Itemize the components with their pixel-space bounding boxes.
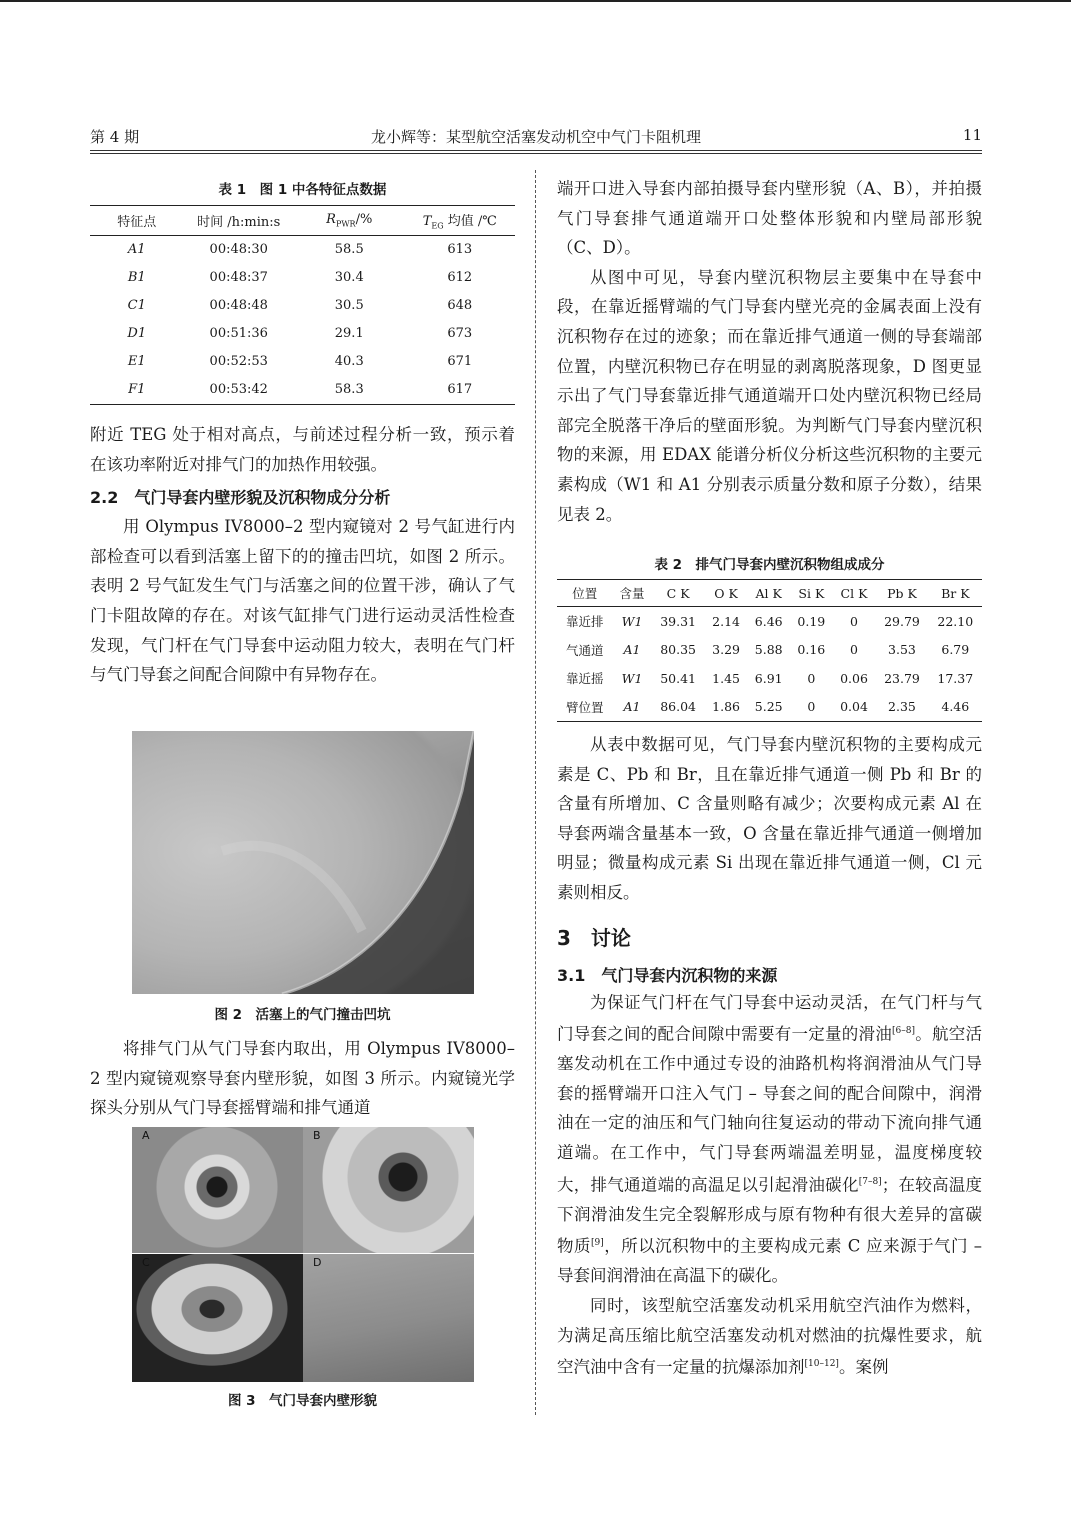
table-2-header: Si K — [790, 580, 833, 607]
citation: [7–8] — [858, 1176, 882, 1187]
table-cell: 00:48:37 — [209, 270, 268, 286]
table-cell: 6.79 — [941, 642, 970, 658]
top-border — [0, 0, 1071, 2]
paragraph: 附近 TEG 处于相对高点，与前述过程分析一致，预示着在该功率附近对排气门的加热作用较强。 — [90, 425, 515, 474]
table-row — [557, 636, 982, 665]
table-2-grid — [557, 579, 982, 722]
figure-2-shading — [132, 731, 474, 994]
figure-3-label: A — [142, 1129, 150, 1142]
text-span: ；在较高温度下润滑油发生完全裂解形成与原有物种有很大差异的富碳物质 — [557, 1175, 983, 1256]
table-2-header: O K — [705, 580, 748, 607]
table-cell: 4.46 — [929, 693, 982, 722]
table-cell: 673 — [447, 326, 473, 342]
table-1 — [90, 178, 515, 405]
table-cell: 6.91 — [754, 670, 783, 686]
table-cell: 648 — [447, 298, 473, 314]
table-cell: 3.53 — [888, 642, 916, 658]
text-span: 同时，该型航空活塞发动机采用航空汽油作为燃料，为满足高压缩比航空活塞发动机对燃油的抗爆性要求，航空汽油中含有一定量的抗爆添加剂 — [557, 1296, 982, 1377]
table-cell: 0 — [850, 642, 858, 658]
text-span: 。案例 — [838, 1357, 889, 1377]
table-1-header: 时间 /h:min:s — [184, 206, 295, 236]
table-cell: 0.16 — [797, 642, 826, 658]
table-cell: A1 — [613, 693, 652, 722]
table-cell: 00:48:48 — [209, 298, 268, 314]
right-text-block — [557, 174, 982, 529]
table-2 — [557, 553, 982, 722]
table-cell: 00:48:30 — [209, 242, 268, 258]
table-cell: 0.04 — [833, 693, 876, 722]
table-row — [557, 693, 982, 722]
table-row — [90, 264, 515, 292]
table-2-header: 含量 — [613, 580, 652, 607]
table-cell: 00:52:53 — [209, 354, 268, 370]
table-cell: 0 — [790, 693, 833, 722]
table-1-header: $T_{EG}$ 均值 /℃ — [405, 206, 516, 236]
table-2-header: Al K — [747, 580, 790, 607]
table-cell: 5.88 — [754, 642, 783, 658]
table-cell: 3.29 — [712, 642, 740, 658]
table-cell: 86.04 — [651, 693, 704, 722]
table-cell: 39.31 — [660, 613, 696, 629]
table-cell: 5.25 — [747, 693, 790, 722]
paragraph — [557, 1291, 982, 1382]
paragraph: 从图中可见，导套内壁沉积物层主要集中在导套中段，在靠近摇臂端的气门导套内壁光亮的金属表面上没有沉积物存在过的迹象；而在靠近排气通道一侧的导套端部位置，内壁沉积物已存在明显的剥离脱落现象，D 图更显示出了气门导套靠近排气通道端开口处内壁沉积物已经局部完全脱落干净后的壁面形貌。为判断气门导套内壁沉积物的来源，用 EDAX 能谱分析仪分析这些沉积物的主要元素构成（W1 和 A1 分别表示质量分数和原子分数），结果见表 2。 — [557, 267, 982, 524]
table-2-header: Br K — [929, 580, 982, 607]
figure-3-caption: 图 3 气门导套内壁形貌 — [227, 1393, 378, 1409]
paragraph: 用 Olympus IV8000–2 型内窥镜对 2 号气缸进行内部检查可以看到活塞上留下的的撞击凹坑，如图 2 所示。表明 2 号气缸发生气门与活塞之间的位置干涉，确认了气门卡阻故障的存在。对该气缸排气门进行运动灵活性检查发现，气门杆在气门导套中运动阻力较大，表明在气门杆与气门导套之间配合间隙中有异物存在。 — [90, 517, 515, 685]
left-text-block-2 — [90, 1034, 515, 1123]
paragraph: 从表中数据可见，气门导套内壁沉积物的主要构成元素是 C、Pb 和 Br，且在靠近排气通道一侧 Pb 和 Br 的含量有所增加、C 含量则略有减少；次要构成元素 Al 在导套两端含量基本一致，O 含量在靠近排气通道一侧增加明显；微量构成元素 Si 出现在靠近排气通道一侧，Cl 元素则相反。 — [557, 735, 982, 902]
issue-number: 第 4 期 — [90, 128, 140, 146]
table-row — [90, 235, 515, 264]
table-row — [557, 664, 982, 693]
page-number: 11 — [962, 126, 982, 144]
paragraph: 端开口进入导套内部拍摄导套内壁形貌（A、B），并拍摄气门导套排气通道端开口处整体形貌和内壁局部形貌（C、D）。 — [557, 179, 982, 258]
figure-3-panel-b — [303, 1127, 474, 1253]
table-cell: 671 — [447, 354, 473, 370]
table-cell: 00:51:36 — [209, 326, 268, 342]
table-cell: 0 — [807, 670, 816, 686]
table-cell: 0.06 — [840, 670, 868, 686]
running-header — [90, 126, 982, 150]
table-cell: 0.19 — [797, 613, 826, 629]
table-cell: E1 — [127, 354, 146, 370]
table-cell: W1 — [621, 670, 643, 686]
table-cell: 气通道 — [566, 642, 604, 658]
text-span: 。航空活塞发动机在工作中通过专设的油路机构将润滑油从气门导套的摇臂端开口注入气门 – 导套之间的配合间隙中，润滑油在一定的油压和气门轴向往复运动的带动下流向排气通道端。在工作中，气门导套两端温差明显，温度梯度较大，排气通道端的高温足以引起滑油碳化 — [557, 1024, 983, 1195]
table-1-header: 特征点 — [90, 206, 184, 236]
running-title: 龙小辉等：某型航空活塞发动机空中气门卡阻机理 — [370, 128, 701, 146]
table-cell: A1 — [623, 642, 641, 658]
figure-3-label: B — [313, 1129, 321, 1142]
table-row — [90, 320, 515, 348]
table-cell: 29.79 — [884, 613, 920, 629]
table-cell: 23.79 — [884, 670, 920, 686]
table-cell: 613 — [447, 242, 473, 258]
table-cell: 17.37 — [937, 670, 974, 686]
section-heading-2-2: 2.2 气门导套内壁形貌及沉积物成分分析 — [90, 488, 391, 508]
figure-2-caption: 图 2 活塞上的气门撞击凹坑 — [214, 1007, 391, 1023]
table-row — [90, 292, 515, 320]
table-cell: 58.5 — [334, 242, 364, 258]
text-span: ，所以沉积物中的主要构成元素 C 应来源于气门 – 导套间润滑油在高温下的碳化。 — [557, 1236, 983, 1286]
table-cell: 50.41 — [660, 670, 696, 686]
figure-3-panel-a — [132, 1127, 303, 1253]
section-heading-3: 3 讨论 — [557, 925, 631, 950]
figure-3-label: C — [142, 1256, 150, 1269]
figure-3-panel-c — [132, 1254, 303, 1382]
section-heading-3-1: 3.1 气门导套内沉积物的来源 — [557, 965, 778, 985]
paragraph: 将排气门从气门导套内取出，用 Olympus IV8000–2 型内窥镜观察导套内壁形貌，如图 3 所示。内窥镜光学探头分别从气门导套摇臂端和排气通道 — [90, 1039, 515, 1118]
table-cell: 30.5 — [334, 298, 364, 314]
table-row — [90, 376, 515, 405]
table-cell: 30.4 — [334, 270, 364, 286]
table-cell: 80.35 — [660, 642, 696, 658]
table-cell: 臂位置 — [557, 693, 613, 722]
table-cell: 58.3 — [294, 376, 405, 405]
citation: [9] — [590, 1238, 604, 1249]
table-cell: 00:53:42 — [184, 376, 295, 405]
table-cell: 靠近排 — [566, 614, 604, 630]
table-2-header: C K — [651, 580, 704, 607]
left-text-block — [90, 420, 515, 690]
table-1-caption: 表 1 图 1 中各特征点数据 — [218, 182, 387, 198]
right-text-block-2 — [557, 730, 982, 1382]
table-cell: 2.14 — [712, 613, 740, 629]
table-1-header: $R_{PWR}/\%$ — [294, 206, 405, 236]
table-cell: 1.86 — [705, 693, 748, 722]
table-cell: A1 — [127, 242, 146, 258]
table-cell: 靠近摇 — [566, 671, 604, 687]
table-row — [90, 348, 515, 376]
table-cell: 1.45 — [712, 670, 740, 686]
figure-2-image — [132, 731, 474, 994]
table-2-header: Pb K — [875, 580, 928, 607]
table-2-header: 位置 — [557, 580, 613, 607]
paragraph — [557, 988, 982, 1291]
table-row — [557, 607, 982, 636]
table-cell: D1 — [127, 326, 147, 342]
column-divider — [535, 170, 536, 1415]
table-cell: 2.35 — [875, 693, 928, 722]
table-2-caption: 表 2 排气门导套内壁沉积物组成成分 — [654, 557, 885, 573]
figure-3-label: D — [313, 1256, 322, 1269]
header-rule — [90, 150, 982, 154]
text-span: 为保证气门杆在气门导套中运动灵活，在气门杆与气门导套之间的配合间隙中需要有一定量的滑油 — [557, 992, 982, 1044]
table-2-header: Cl K — [833, 580, 876, 607]
table-cell: 6.46 — [754, 613, 783, 629]
citation: [6–8] — [892, 1026, 915, 1037]
table-cell: 612 — [447, 270, 473, 286]
table-cell: 22.10 — [937, 613, 974, 629]
table-cell: 29.1 — [334, 326, 364, 342]
table-cell: B1 — [127, 270, 146, 286]
citation: [10–12] — [804, 1359, 839, 1370]
table-cell: F1 — [90, 376, 184, 405]
table-1-grid — [90, 205, 515, 405]
figure-3-panel-d — [303, 1254, 474, 1382]
table-cell: W1 — [621, 613, 643, 629]
table-cell: 40.3 — [334, 354, 364, 370]
table-cell: C1 — [127, 298, 146, 314]
table-cell: 0 — [850, 613, 858, 629]
table-cell: 617 — [405, 376, 516, 405]
